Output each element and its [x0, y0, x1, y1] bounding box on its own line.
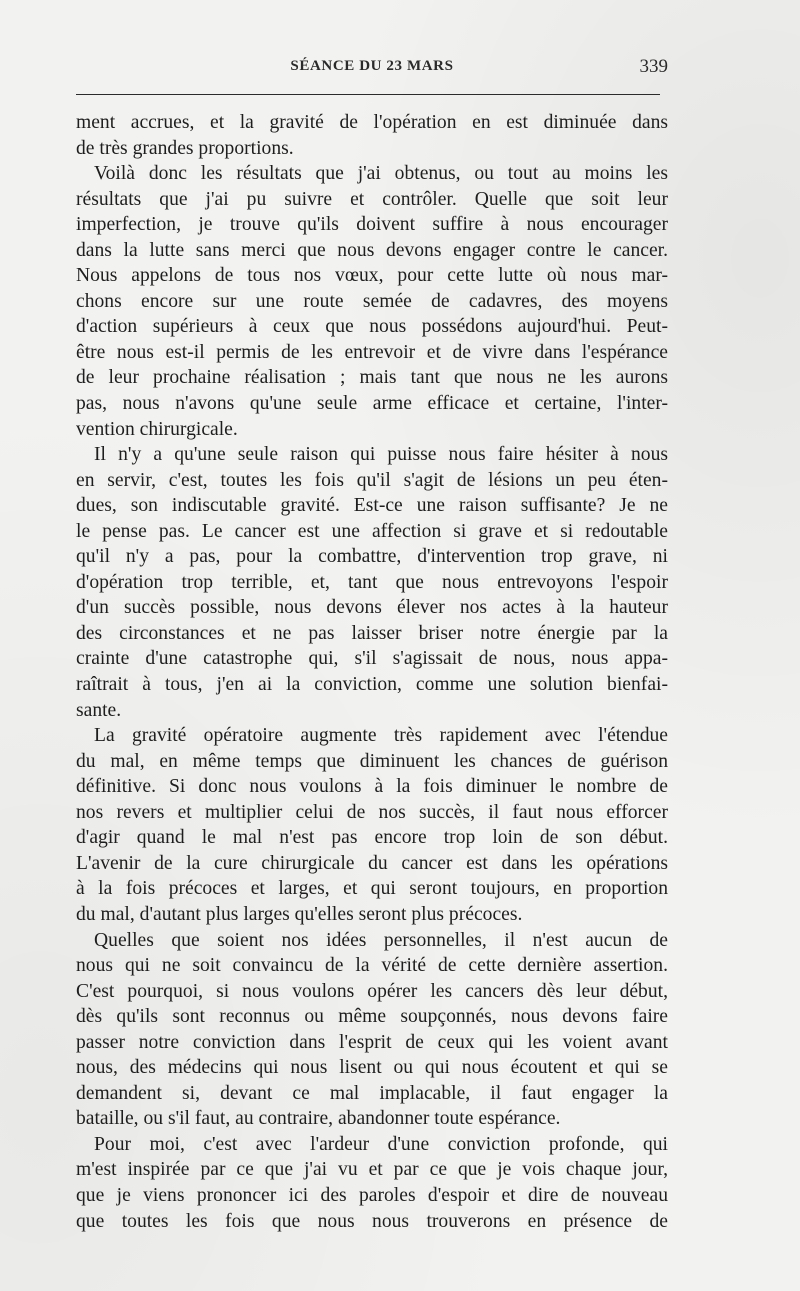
text-line: de très grandes proportions.: [76, 137, 294, 159]
text-line: du mal, en même temps que diminuent les chances de guérison: [76, 750, 668, 772]
text-line: en servir, c'est, toutes les fois qu'il s'agit de lésions un peu éten-: [76, 469, 668, 491]
text-line: résultats que j'ai pu suivre et contrôler. Quelle que soit leur: [76, 188, 668, 210]
text-line: qu'il n'y a pas, pour la combattre, d'intervention trop grave, ni: [76, 546, 668, 568]
text-line: dès qu'ils sont reconnus ou même soupçonnés, nous devons faire: [76, 1006, 668, 1028]
running-head: [76, 58, 668, 84]
text-line: ment accrues, et la gravité de l'opération en est diminuée dans: [76, 112, 668, 133]
text-line: vention chirurgicale.: [76, 418, 238, 440]
header-rule: [76, 94, 660, 95]
text-line: dans la lutte sans merci que nous devons engager contre le cancer.: [76, 239, 668, 261]
text-line: Voilà donc les résultats que j'ai obtenus, ou tout au moins les: [94, 163, 668, 185]
text-line: L'avenir de la cure chirurgicale du cancer est dans les opérations: [76, 852, 668, 874]
text-line: La gravité opératoire augmente très rapidement avec l'étendue: [94, 725, 668, 747]
text-line: imperfection, je trouve qu'ils doivent suffire à nous encourager: [76, 214, 668, 236]
text-line: d'opération trop terrible, et, tant que nous entrevoyons l'espoir: [76, 571, 668, 593]
running-title: SÉANCE DU 23 MARS: [290, 58, 454, 74]
text-line: des circonstances et ne pas laisser briser notre énergie par la: [76, 622, 668, 644]
text-line: que je viens prononcer ici des paroles d'espoir et dire de nouveau: [76, 1184, 668, 1206]
text-line: Nous appelons de tous nos vœux, pour cette lutte où nous mar-: [76, 265, 668, 287]
text-line: demandent si, devant ce mal implacable, il faut engager la: [76, 1082, 668, 1104]
text-line: passer notre conviction dans l'esprit de ceux qui les voient avant: [76, 1031, 668, 1053]
text-line: chons encore sur une route semée de cadavres, des moyens: [76, 290, 668, 312]
text-line: à la fois précoces et larges, et qui seront toujours, en proportion: [76, 878, 668, 900]
text-line: crainte d'une catastrophe qui, s'il s'agissait de nous, nous appa-: [76, 648, 668, 670]
text-line: d'agir quand le mal n'est pas encore trop loin de son début.: [76, 827, 668, 849]
text-line: de leur prochaine réalisation ; mais tant que nous ne les aurons: [76, 367, 668, 389]
text-line: dues, son indiscutable gravité. Est-ce une raison suffisante? Je ne: [76, 495, 668, 517]
text-line: C'est pourquoi, si nous voulons opérer les cancers dès leur début,: [76, 980, 668, 1002]
text-line: Pour moi, c'est avec l'ardeur d'une conviction profonde, qui: [94, 1133, 668, 1155]
text-line: d'action supérieurs à ceux que nous possédons aujourd'hui. Peut-: [76, 316, 668, 338]
text-line: du mal, d'autant plus larges qu'elles seront plus précoces.: [76, 903, 523, 925]
text-line: nous, des médecins qui nous lisent ou qui nous écoutent et qui se: [76, 1057, 668, 1079]
text-line: nos revers et multiplier celui de nos succès, il faut nous efforcer: [76, 801, 668, 823]
text-line: bataille, ou s'il faut, au contraire, abandonner toute espérance.: [76, 1108, 561, 1130]
text-line: m'est inspirée par ce que j'ai vu et par ce que je vois chaque jour,: [76, 1159, 668, 1181]
text-line: raîtrait à tous, j'en ai la conviction, comme une solution bienfai-: [76, 674, 668, 696]
text-line: pas, nous n'avons qu'une seule arme efficace et certaine, l'inter-: [76, 393, 668, 415]
text-line: Quelles que soient nos idées personnelles, il n'est aucun de: [94, 929, 668, 951]
text-line: nous qui ne soit convaincu de la vérité de cette dernière assertion.: [76, 955, 668, 977]
text-line: Il n'y a qu'une seule raison qui puisse nous faire hésiter à nous: [94, 444, 668, 466]
body-text: [76, 110, 668, 1234]
text-line: définitive. Si donc nous voulons à la fois diminuer le nombre de: [76, 776, 668, 798]
text-line: d'un succès possible, nous devons élever nos actes à la hauteur: [76, 597, 668, 619]
text-line: être nous est-il permis de les entrevoir et de vivre dans l'espérance: [76, 341, 668, 363]
text-line: le pense pas. Le cancer est une affection si grave et si redoutable: [76, 520, 668, 542]
text-line: sante.: [76, 699, 122, 721]
text-line: que toutes les fois que nous nous trouverons en présence de: [76, 1210, 668, 1232]
page-number: 339: [639, 56, 668, 77]
